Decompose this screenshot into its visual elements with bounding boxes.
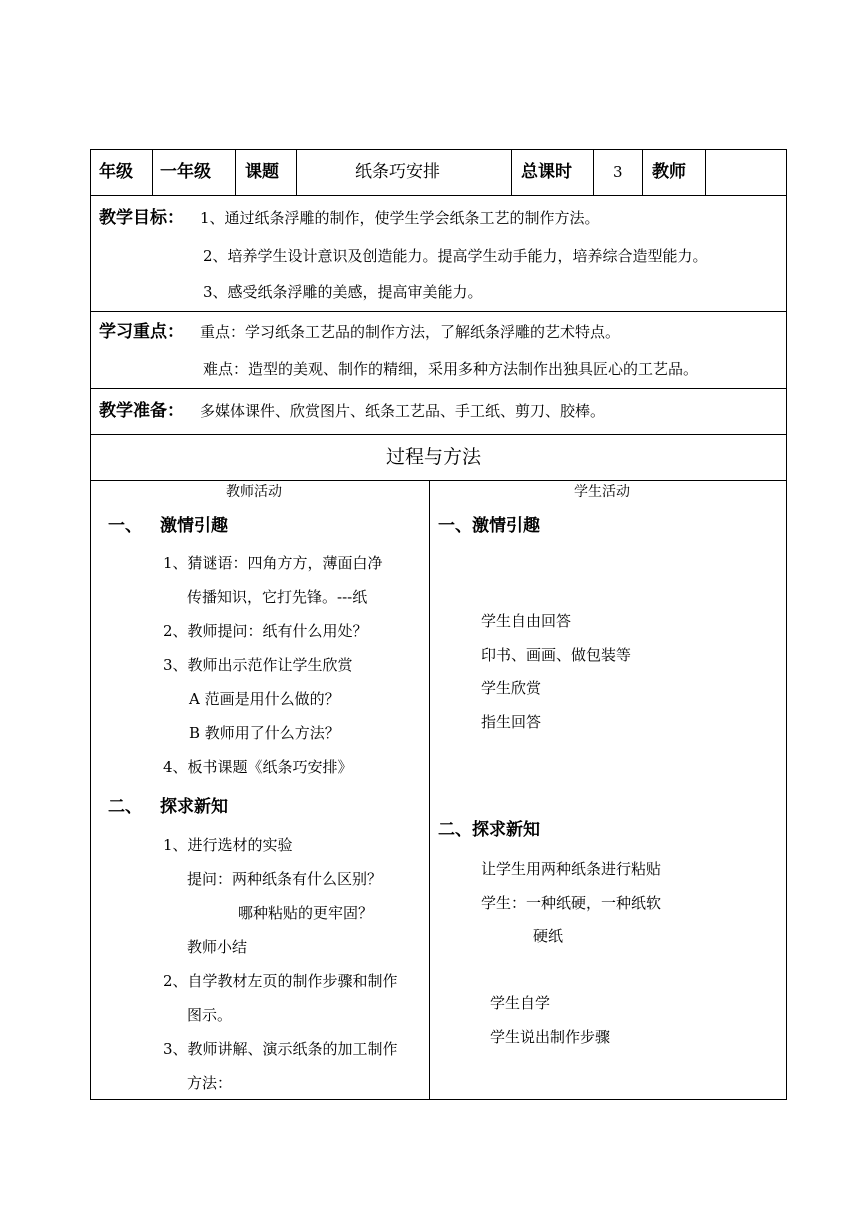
teacher-section-title: 激情引趣 [160, 516, 228, 536]
objectives-label: 教学目标： [99, 208, 184, 228]
process-title: 过程与方法 [386, 446, 482, 468]
teacher-step: 1、猜谜语：四角方方，薄面白净 [163, 554, 383, 572]
student-response: 学生自学 [490, 994, 551, 1012]
hours-value: 3 [613, 163, 623, 181]
row-divider [90, 388, 787, 389]
topic-label: 课题 [245, 162, 279, 182]
col-divider [235, 149, 236, 195]
teacher-step: 3、教师讲解、演示纸条的加工制作 [163, 1040, 398, 1058]
teacher-step: 方法： [187, 1074, 233, 1092]
col-divider [296, 149, 297, 195]
row-divider [90, 195, 787, 196]
key-points-label: 学习重点： [99, 322, 184, 342]
teacher-step: 4、板书课题《纸条巧安排》 [163, 758, 353, 776]
student-section-title: 一、激情引趣 [438, 516, 540, 536]
student-response: 硬纸 [533, 927, 564, 945]
student-col-header: 学生活动 [574, 484, 630, 500]
col-divider [593, 149, 594, 195]
key-point-focus: 重点：学习纸条工艺品的制作方法，了解纸条浮雕的艺术特点。 [200, 323, 621, 341]
teacher-section-number: 二、 [108, 797, 142, 817]
teacher-label: 教师 [652, 162, 686, 182]
col-divider [511, 149, 512, 195]
teacher-step: A 范画是用什么做的？ [189, 690, 340, 708]
student-section-title: 二、探求新知 [438, 820, 540, 840]
student-response: 学生：一种纸硬，一种纸软 [481, 894, 662, 912]
teacher-step: 3、教师出示范作让学生欣赏 [163, 656, 353, 674]
teacher-col-header: 教师活动 [226, 484, 282, 500]
topic-value: 纸条巧安排 [355, 162, 440, 182]
teacher-step: 哪种粘贴的更牢固？ [238, 904, 374, 922]
objective-item: 2、培养学生设计意识及创造能力。提高学生动手能力，培养综合造型能力。 [203, 247, 708, 265]
preparation-label: 教学准备： [99, 401, 184, 421]
teacher-step: 提问：两种纸条有什么区别？ [187, 870, 383, 888]
grade-value: 一年级 [160, 162, 211, 182]
teacher-step: 2、教师提问：纸有什么用处？ [163, 622, 368, 640]
col-divider [642, 149, 643, 195]
hours-label: 总课时 [521, 162, 572, 182]
objective-item: 1、通过纸条浮雕的制作，使学生学会纸条工艺的制作方法。 [200, 209, 600, 227]
student-response: 学生欣赏 [481, 679, 542, 697]
student-response: 让学生用两种纸条进行粘贴 [481, 860, 662, 878]
teacher-step: 教师小结 [187, 938, 248, 956]
teacher-step: 1、进行选材的实验 [163, 836, 293, 854]
student-response: 印书、画画、做包装等 [481, 646, 632, 664]
teacher-step: 传播知识，它打先锋。---纸 [187, 588, 368, 606]
student-response: 指生回答 [481, 713, 542, 731]
col-divider [152, 149, 153, 195]
student-response: 学生自由回答 [481, 612, 572, 630]
row-divider [90, 480, 787, 481]
grade-label: 年级 [99, 162, 133, 182]
preparation-text: 多媒体课件、欣赏图片、纸条工艺品、手工纸、剪刀、胶棒。 [200, 402, 606, 420]
teacher-section-title: 探求新知 [160, 797, 228, 817]
teacher-step: 图示。 [187, 1006, 233, 1024]
objective-item: 3、感受纸条浮雕的美感，提高审美能力。 [203, 283, 483, 301]
student-response: 学生说出制作步骤 [490, 1028, 611, 1046]
row-divider [90, 311, 787, 312]
activity-col-divider [429, 480, 430, 1100]
key-point-difficulty: 难点：造型的美观、制作的精细，采用多种方法制作出独具匠心的工艺品。 [203, 360, 699, 378]
teacher-step: B 教师用了什么方法？ [189, 724, 340, 742]
teacher-section-number: 一、 [108, 516, 142, 536]
row-divider [90, 434, 787, 435]
col-divider [705, 149, 706, 195]
teacher-step: 2、自学教材左页的制作步骤和制作 [163, 972, 398, 990]
